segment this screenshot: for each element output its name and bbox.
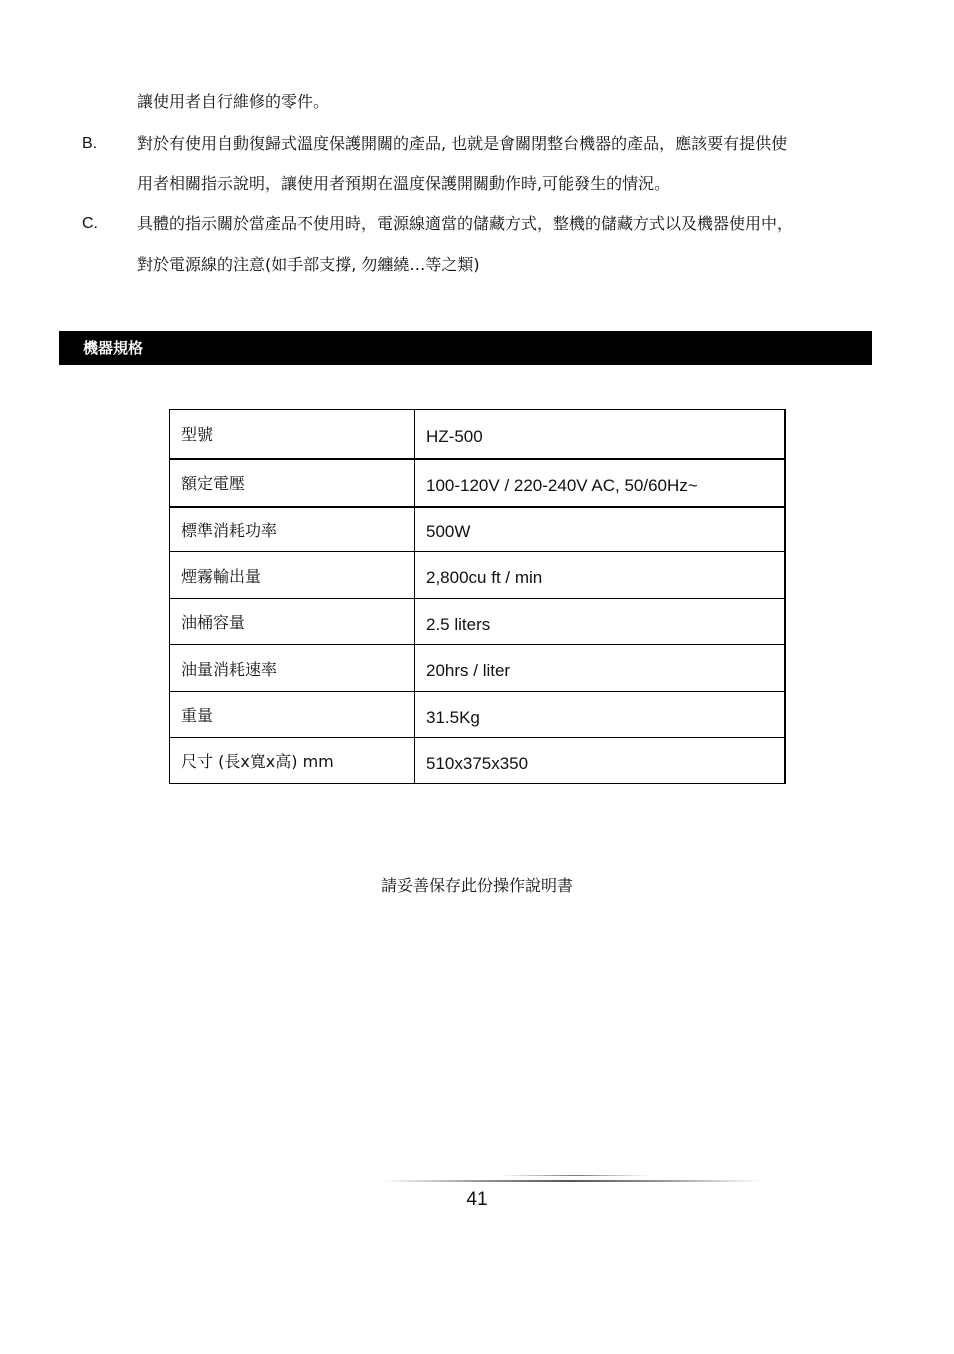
table-row xyxy=(170,692,786,738)
spec-label: 重量 xyxy=(170,692,415,738)
footer-divider xyxy=(380,1180,760,1182)
spec-label: 油量消耗速率 xyxy=(170,645,415,692)
footer-note: 請妥善保存此份操作說明書 xyxy=(380,876,573,895)
table-row xyxy=(170,738,786,784)
spec-value: 510x375x350 xyxy=(415,738,786,784)
spec-value: 2.5 liters xyxy=(415,599,786,645)
spec-label: 額定電壓 xyxy=(170,459,415,507)
spec-label: 煙霧輸出量 xyxy=(170,552,415,599)
section-title: 機器規格 xyxy=(83,339,144,357)
table-row xyxy=(170,459,786,507)
spec-value: 31.5Kg xyxy=(415,692,786,738)
table-row xyxy=(170,645,786,692)
list-marker-b: B. xyxy=(82,135,98,152)
paragraph-b-line2: 用者相關指示說明，讓使用者預期在溫度保護開關動作時,可能發生的情況。 xyxy=(137,174,671,193)
spec-label: 油桶容量 xyxy=(170,599,415,645)
page-number: 41 xyxy=(466,1189,488,1210)
spec-label: 型號 xyxy=(170,410,415,459)
spec-label: 尺寸 (長x寬x高) mm xyxy=(170,738,415,784)
spec-value: 20hrs / liter xyxy=(415,645,786,692)
paragraph-b-line1: 對於有使用自動復歸式溫度保護開關的產品, 也就是會關閉整台機器的產品，應該要有提供使 xyxy=(137,134,788,153)
table-row xyxy=(170,507,786,552)
list-marker-c: C. xyxy=(82,215,98,232)
spec-value: 500W xyxy=(415,507,786,552)
table-row xyxy=(170,552,786,599)
spec-label: 標準消耗功率 xyxy=(170,507,415,552)
spec-value: HZ-500 xyxy=(415,410,786,459)
paragraph-c-line1: 具體的指示關於當產品不使用時，電源線適當的儲藏方式，整機的儲藏方式以及機器使用中， xyxy=(137,214,794,233)
paragraph-c-line2: 對於電源線的注意(如手部支撐, 勿纏繞…等之類) xyxy=(137,255,480,274)
spec-value: 2,800cu ft / min xyxy=(415,552,786,599)
paragraph-intro-line: 讓使用者自行維修的零件。 xyxy=(137,92,330,111)
section-header-bar xyxy=(59,331,872,365)
table-row xyxy=(170,410,786,459)
specs-table xyxy=(169,409,786,784)
footer-divider-accent xyxy=(500,1175,650,1176)
spec-value: 100-120V / 220-240V AC, 50/60Hz~ xyxy=(415,459,786,507)
table-row xyxy=(170,599,786,645)
